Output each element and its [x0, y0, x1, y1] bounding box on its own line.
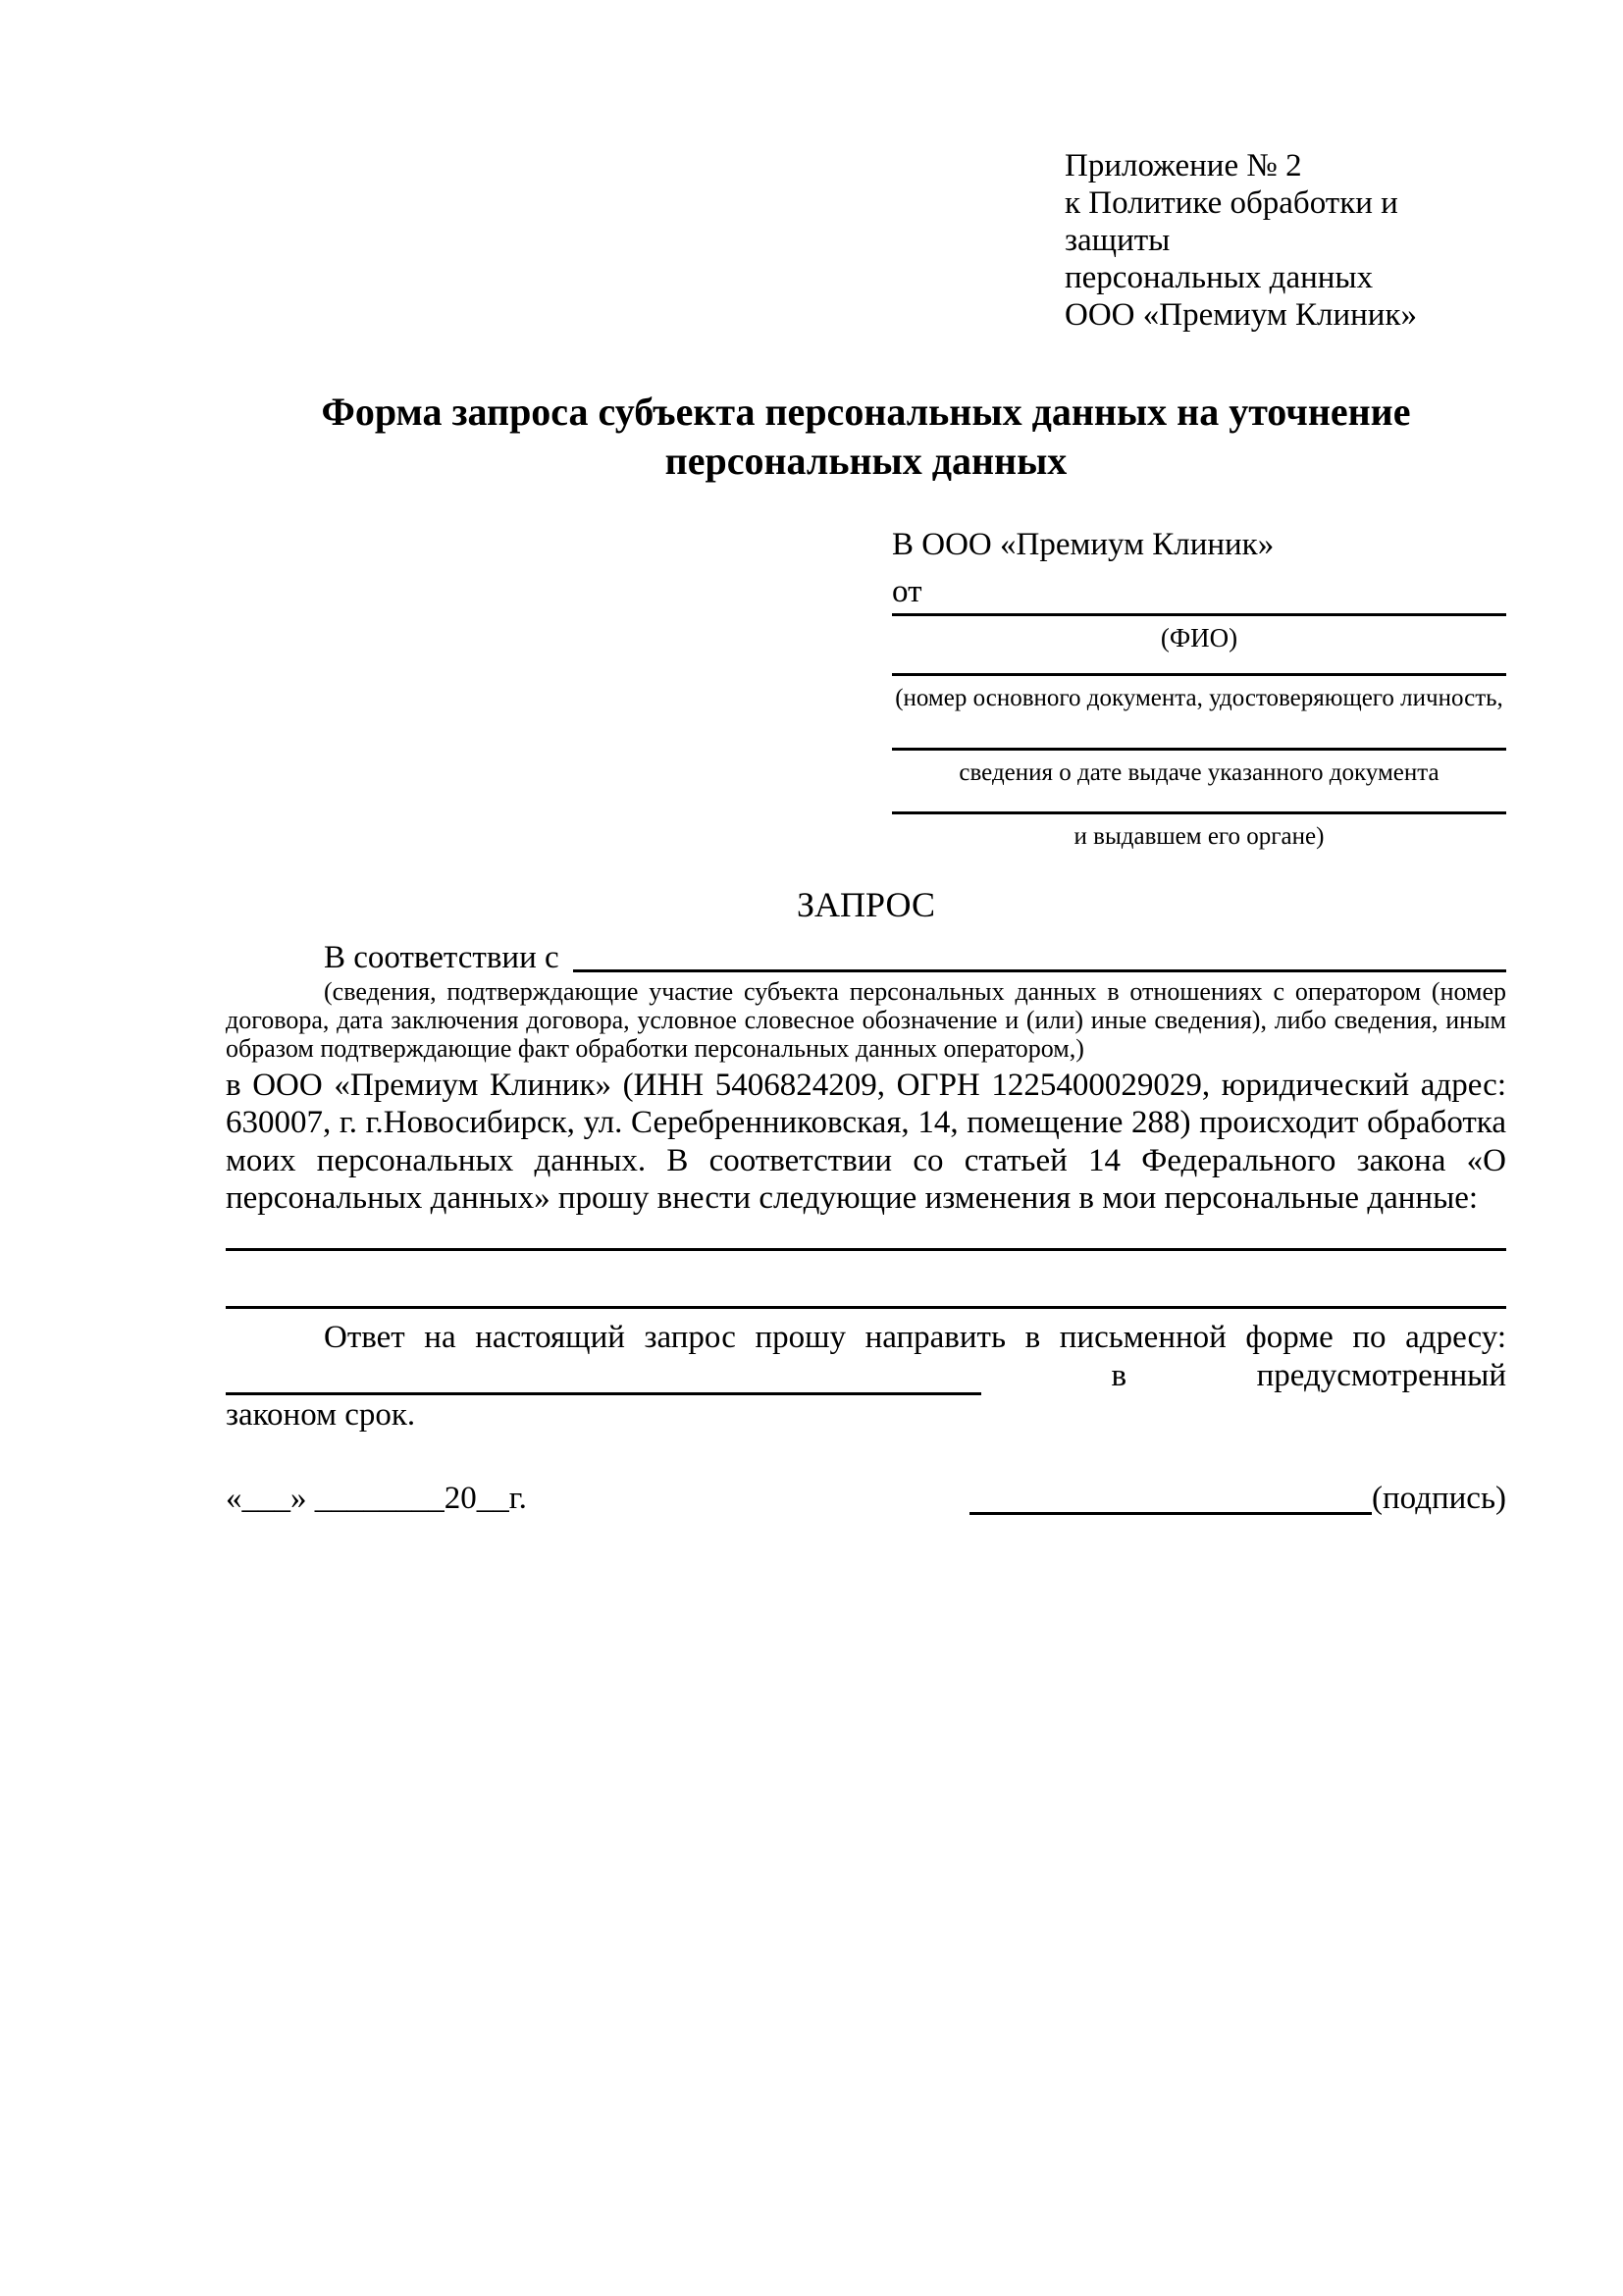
- reply-end: законом срок.: [226, 1397, 416, 1434]
- footer-row: [226, 1479, 1506, 1518]
- reply-address-row: [226, 1356, 1506, 1395]
- addressee-to: В ООО «Премиум Клиник»: [892, 527, 1275, 562]
- request-heading: ЗАПРОС: [797, 885, 935, 924]
- intro-blank-line: [573, 938, 1506, 972]
- form-title-line-1: Форма запроса субъекта персональных данных на уточнение: [321, 390, 1411, 434]
- changes-blank-line-1: [226, 1248, 1506, 1251]
- appendix-line-4: ООО «Премиум Клиник»: [1065, 297, 1417, 333]
- date-blank: «___» ________20__г.: [226, 1481, 527, 1517]
- doc-issuer-blank-line: [892, 809, 1506, 814]
- appendix-line-1: Приложение № 2: [1065, 148, 1302, 183]
- reply-word-v: в: [1111, 1358, 1127, 1394]
- doc-issuer-caption: и выдавшем его органе): [1073, 823, 1325, 850]
- doc-date-caption: сведения о дате выдаче указанного документа: [959, 759, 1440, 786]
- signature-group: [969, 1479, 1506, 1518]
- doc-date-blank-line: [892, 746, 1506, 751]
- addressee-from-label: от: [892, 574, 922, 609]
- changes-blank-line-2: [226, 1306, 1506, 1309]
- doc-number-caption: (номер основного документа, удостоверяющего личность,: [895, 685, 1503, 711]
- form-title: [226, 388, 1506, 486]
- fio-blank-line: [892, 611, 1506, 616]
- appendix-line-2: к Политике обработки и защиты: [1065, 185, 1398, 258]
- appendix-block: [1065, 147, 1506, 334]
- fio-caption: (ФИО): [1160, 623, 1238, 652]
- signature-caption: (подпись): [1372, 1481, 1506, 1517]
- intro-prefix: В соответствии с: [324, 940, 559, 975]
- reply-word-predusmotrennyy: предусмотренный: [1256, 1358, 1506, 1394]
- reply-address-blank-line: [226, 1359, 981, 1395]
- request-body: в ООО «Премиум Клиник» (ИНН 5406824209, ОГРН 1225400029029, юридический адрес: 630007, г. г.Новосибирск, ул. Серебренниковская, 14, помещение 288) происходит обработка моих персональных данных. В соответствии со статьей 14 Федерального закона «О персональных данных» прошу внести следующие изменения в мои персональные данные:: [226, 1068, 1506, 1216]
- doc-number-blank-line: [892, 671, 1506, 676]
- addressee-block: [892, 525, 1506, 852]
- form-title-line-2: персональных данных: [664, 439, 1068, 483]
- appendix-line-3: персональных данных: [1065, 260, 1374, 295]
- signature-blank-line: [969, 1479, 1372, 1515]
- intro-note: (сведения, подтверждающие участие субъекта персональных данных в отношениях с оператором (номер договора, дата заключения договора, условное словесное обозначение и (или) иные сведения), либо сведения, иным образом подтверждающие факт обработки персональных данных оператором,): [226, 977, 1506, 1063]
- intro-row: [226, 938, 1506, 977]
- reply-paragraph: Ответ на настоящий запрос прошу направить в письменной форме по адресу:: [324, 1320, 1506, 1356]
